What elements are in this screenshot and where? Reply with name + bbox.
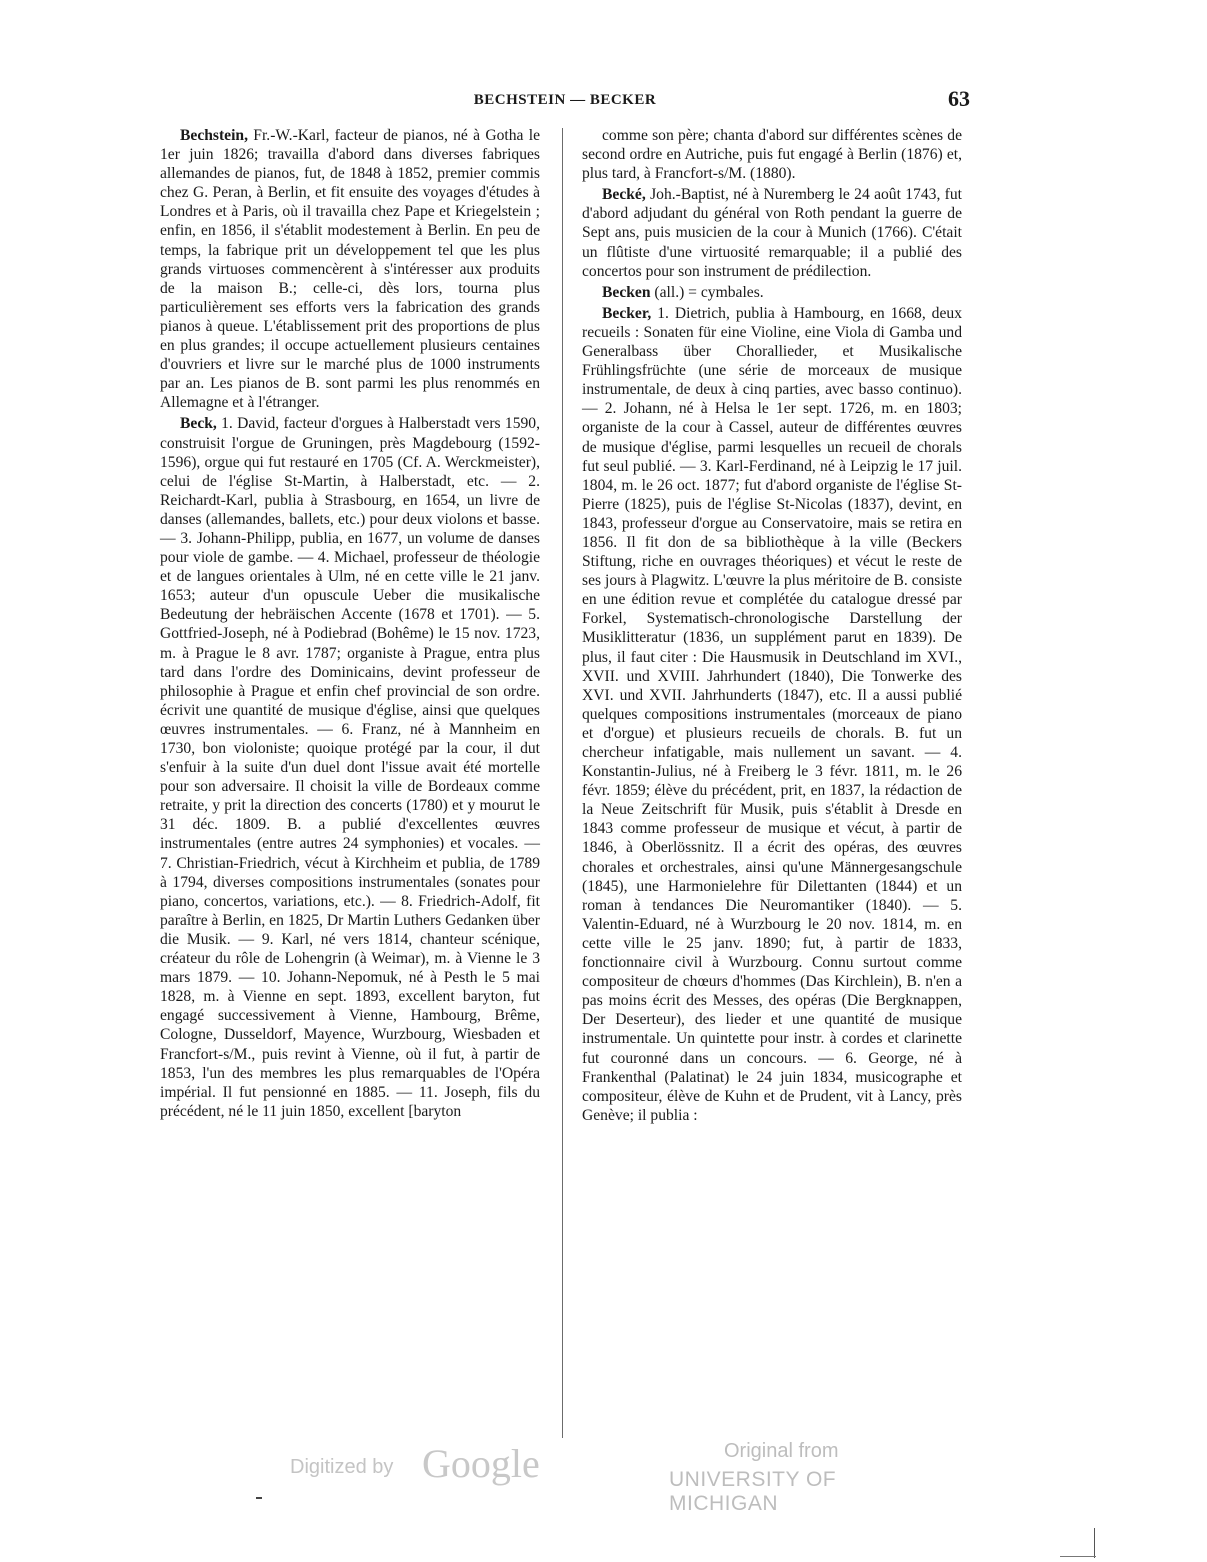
entry-headword: Becker,: [602, 304, 652, 322]
dictionary-entry-becken: [582, 283, 962, 302]
running-head: BECHSTEIN — BECKER: [473, 92, 657, 108]
page-header: [160, 86, 970, 120]
digitization-watermark: [280, 1440, 940, 1515]
entry-headword: Bechstein,: [180, 127, 249, 144]
right-column: [582, 126, 962, 1125]
dictionary-entry-bechstein: [160, 126, 540, 412]
dictionary-entry-beck: [160, 414, 540, 1120]
page-number: 63: [948, 86, 970, 111]
entry-text: (all.) = cymbales.: [650, 283, 764, 301]
column-divider: [562, 128, 563, 1438]
scan-corner-mark: [1060, 1556, 1096, 1557]
entry-headword: Becken: [602, 283, 651, 301]
scan-corner-mark: [1094, 1528, 1095, 1558]
entry-headword: Beck,: [180, 415, 217, 433]
entry-text: 1. Dietrich, publia à Hambourg, en 1668, deux recueils : Sonaten für eine Violine, eine Viola di Gamba und Generalbass über Chorallieder, et Musikalische Frühlingsfrüchte (une série de morceaux de musique instrumentale, de deux à cinq parties, avec basso continuo). — 2. Johann, né à Helsa le 1er sept. 1726, m. en 1803; organiste de la cour à Cassel, auteur de différentes œuvres de musique d'église, parmi lesquelles un recueil de chorals fut seul publié. — 3. Karl-Ferdinand, né à Leipzig le 17 juil. 1804, m. le 26 oct. 1877; fut d'abord organiste de l'église St-Pierre (1825), puis de l'église St-Nicolas (1837), devint, en 1843, professeur d'orgue au Conservatoire, mais se retira en 1856. Il fit don de sa bibliothèque à la ville (Beckers Stiftung, riche en ouvrages théoriques) et vécut le reste de ses jours à Plagwitz. L'œuvre la plus méritoire de B. consiste en une édition revue et complétée du catalogue dressé par Forkel, Systematisch-chronologische Darstellung der Musiklitteratur (1836, un supplément parut en 1839). De plus, il faut citer : Die Hausmusik in Deutschland im XVI., XVII. und XVIII. Jahrhundert (1840), Die Tonwerke des XVI. und XVII. Jahrhunderts (1847), etc. Il a aussi publié quelques compositions instrumentales (morceaux de piano et d'orgue) et plusieurs recueils de chorals. B. fut un chercheur infatigable, mais nullement un savant. — 4. Konstantin-Julius, né à Freiberg le 3 févr. 1811, m. le 26 févr. 1859; élève du précédent, prit, en 1837, la rédaction de la Neue Zeitschrift für Musik, puis s'établit à Dresde en 1843 comme professeur de musique et vécut, à partir de 1846, à Oberlössnitz. Il a écrit des opéras, des œuvres chorales et orchestrales, ainsi qu'une Männergesangschule (1845), une Harmonielehre für Dilettanten (1844) et un roman à tendances Die Neuromantiker (1840). — 5. Valentin-Eduard, né à Wurzbourg le 20 nov. 1814, m. en cette ville le 25 janv. 1890; fut, à partir de 1833, fonctionnaire civil à Wurzbourg. Connu surtout comme compositeur de chœurs d'hommes (Das Kirchlein), B. n'en a pas moins écrit des Messes, des opéras (Die Bergknappen, Der Deserteur), des lieder et une quantité de musique instrumentale. Un quintette pour instr. à cordes et clarinette fut couronné dans un concours. — 6. George, né à Frankenthal (Palatinat) le 24 juin 1834, musicographe et compositeur, élève de Kuhn et de Prudent, vit à Lancy, près Genève; il publia :: [582, 304, 962, 1124]
entry-text: Fr.-W.-Karl, facteur de pianos, né à Gotha le 1er juin 1826; travailla d'abord dans diverses fabriques allemandes de pianos, fut, de 1848 à 1852, premier commis chez G. Peran, à Berlin, et fit ensuite des voyages d'études à Londres et à Paris, où il travailla chez Pape et Kriegelstein ; enfin, en 1856, il s'établit modestement à Berlin. En peu de temps, la fabrique prit un développement tel que les plus grands virtuoses commencèrent à s'intéresser aux produits de la maison B.; celle-ci, dès lors, tourna plus particulièrement ses efforts vers la fabrication des grands pianos à queue. L'établissement prit des proportions de plus en plus grandes; il occupe actuellement plusieurs centaines d'ouvriers et livre sur le marché plus de 1000 instruments par an. Les pianos de B. sont parmi les plus renommés en Allemagne et à l'étranger.: [160, 127, 540, 412]
dictionary-entry-becke: [582, 185, 962, 280]
dictionary-entry-continuation: [582, 126, 962, 183]
entry-text: Joh.-Baptist, né à Nuremberg le 24 août 1743, fut d'abord adjudant du général von Roth pendant la guerre de Sept ans, puis musicien de la cour à Munich (1766). C'était un flûtiste d'une virtuosité remarquable; il a publié des concertos pour son instrument de prédilection.: [582, 186, 962, 280]
entry-headword: Becké,: [602, 186, 646, 204]
entry-text: 1. David, facteur d'orgues à Halberstadt vers 1590, construisit l'orgue de Gruningen, près Magdebourg (1592-1596), orgue qui fut restauré en 1705 (Cf. A. Werckmeister), celui de l'église St-Martin, à Halberstadt, etc. — 2. Reichardt-Karl, publia à Strasbourg, en 1654, un livre de danses (allemandes, ballets, etc.) pour deux violons et basse. — 3. Johann-Philipp, publia, en 1677, un volume de danses pour viole de gambe. — 4. Michael, professeur de théologie et de langues orientales à Ulm, né en cette ville le 21 janv. 1653; auteur d'un opuscule Ueber die musikalische Bedeutung der hebräischen Accente (1678 et 1701). — 5. Gottfried-Joseph, né à Podiebrad (Bohême) le 15 nov. 1723, m. à Prague le 8 avr. 1787; organiste à Prague, entra plus tard dans l'ordre des Dominicains, devint professeur de philosophie à Prague et enfin chef provincial de son ordre. écrivit une quantité de musique d'église, ainsi que quelques œuvres instrumentales. — 6. Franz, né à Mannheim en 1730, bon violoniste; quoique protégé par la cour, il dut s'enfuir à la suite d'un duel dont l'issue avait été mortelle pour son adversaire. Il choisit la ville de Bordeaux comme retraite, y prit la direction des concerts (1780) et y mourut le 31 déc. 1809. B. a publié d'excellentes œuvres instrumentales (entre autres 24 symphonies) et vocales. — 7. Christian-Friedrich, vécut à Kirchheim et publia, de 1789 à 1794, diverses compositions instrumentales (sonates pour piano, concertos, variations, etc.). — 8. Friedrich-Adolf, fit paraître à Berlin, en 1825, Dr Martin Luthers Gedanken über die Musik. — 9. Karl, né vers 1814, chanteur scénique, créateur du rôle de Lohengrin (à Weimar), m. à Vienne le 3 mars 1879. — 10. Johann-Nepomuk, né à Pesth le 5 mai 1828, m. à Vienne en sept. 1893, excellent baryton, fut engagé successivement à Vienne, Hambourg, Brême, Cologne, Dusseldorf, Mayence, Wurzbourg, Wiesbaden et Francfort-s/M., puis revint à Vienne, où il fut, à partir de 1853, l'un des membres les plus remarquables de l'Opéra impérial. Il fut pensionné en 1885. — 11. Joseph, fils du précédent, né le 11 juin 1850, excellent [baryton: [160, 415, 540, 1120]
google-logo: Google: [422, 1441, 540, 1486]
university-label: UNIVERSITY OF MICHIGAN: [669, 1468, 837, 1515]
original-from-label: Original from: [724, 1440, 839, 1462]
left-column: [160, 126, 540, 1121]
scan-mark: [256, 1497, 262, 1499]
dictionary-entry-becker: [582, 304, 962, 1125]
digitized-by-label: Digitized by: [290, 1456, 394, 1478]
entry-text: comme son père; chanta d'abord sur différentes scènes de second ordre en Autriche, puis fut engagé à Berlin (1876) et, plus tard, à Francfort-s/M. (1880).: [582, 127, 962, 183]
